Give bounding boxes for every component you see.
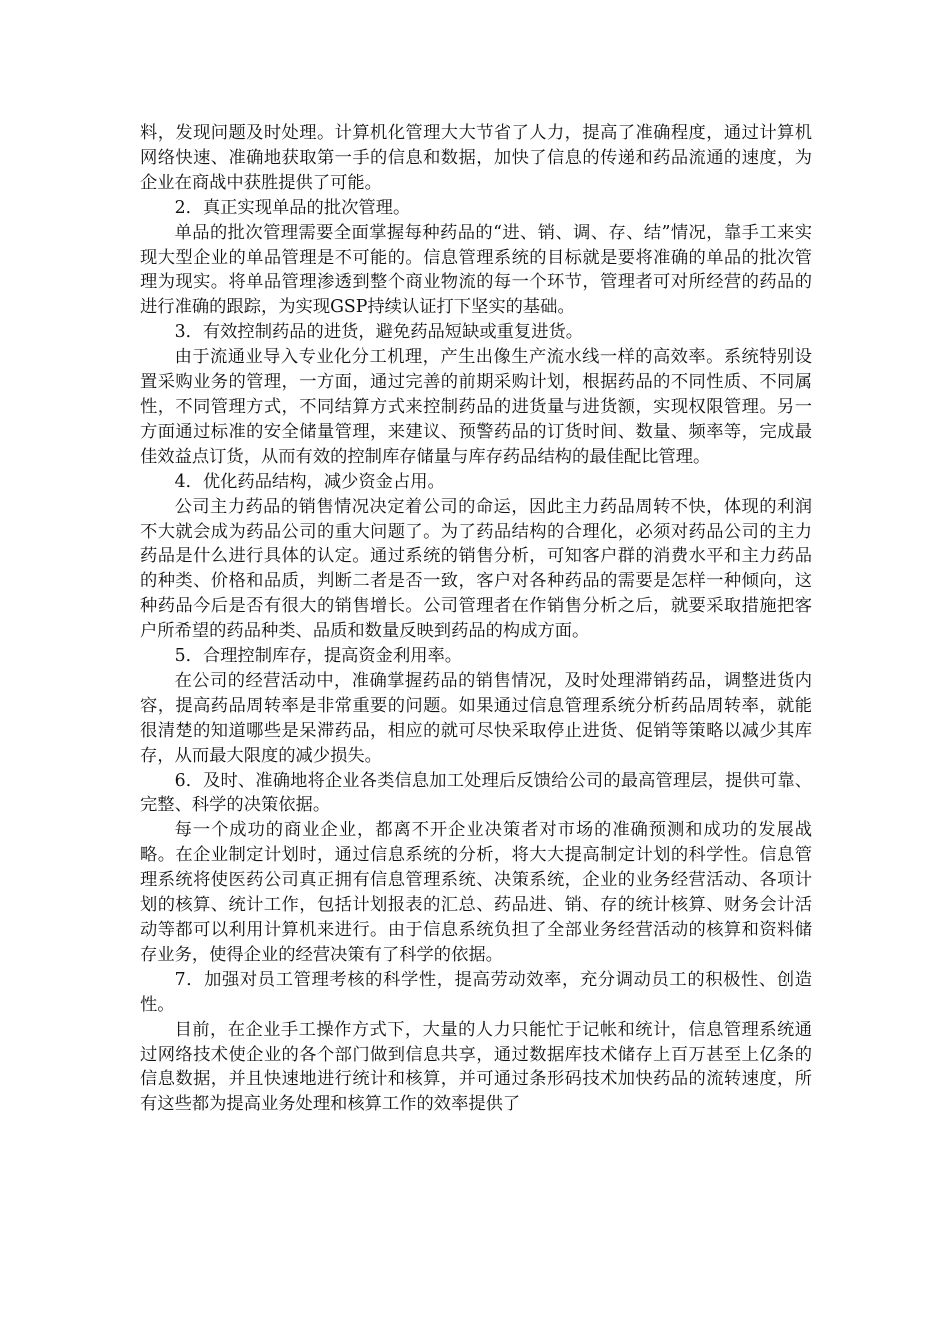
heading-4-structure-optimization: 4．优化药品结构，减少资金占用。 — [174, 471, 445, 492]
heading-3-purchase-control: 3．有效控制药品的进货，避免药品短缺或重复进货。 — [174, 322, 584, 343]
paragraph-staff-management: 目前，在企业手工操作方式下，大量的人力只能忙于记帐和统计，信息管理系统通过网络技术使企业的各个部门做到信息共享，通过数据库技术储存上百万甚至上亿条的信息数据，并且快速地进行统计和核算，并可通过条形码技术加快药品的流转速度，所有这些都为提高业务处理和核算工作的效率提供了 — [140, 1019, 812, 1115]
heading-5-inventory-control: 5．合理控制库存，提高资金利用率。 — [174, 646, 463, 667]
paragraph-purchase-control: 由于流通业导入专业化分工机理，产生出像生产流水线一样的高效率。系统特别设置采购业务的管理，一方面，通过完善的前期采购计划，根据药品的不同性质、不同属性，不同管理方式，不同结算方式来控制药品的进货量与进货额，实现权限管理。另一方面通过标准的安全储量管理，来建议、预警药品的订货时间、数量、频率等，完成最佳效益点订货，从而有效的控制库存储量与库存药品结构的最佳配比管理。 — [140, 347, 812, 467]
paragraph-batch-management: 单品的批次管理需要全面掌握每种药品的“进、销、调、存、结”情况，靠手工来实现大型企业的单品管理是不可能的。信息管理系统的目标就是要将准确的单品的批次管理为现实。将单品管理渗透到整个商业物流的每一个环节，管理者可对所经营的药品的进行准确的跟踪，为实现GSP持续认证打下坚实的基础。 — [140, 222, 812, 318]
paragraph-decision-support: 每一个成功的商业企业，都离不开企业决策者对市场的准确预测和成功的发展战略。在企业制定计划时，通过信息系统的分析，将大大提高制定计划的科学性。信息管理系统将使医药公司真正拥有信息管理系统、决策系统，企业的业务经营活动、各项计划的核算、统计工作，包括计划报表的汇总、药品进、销、存的统计核算、财务会计活动等都可以利用计算机来进行。由于信息系统负担了全部业务经营活动的核算和资料储存业务，使得企业的经营决策有了科学的依据。 — [140, 820, 812, 965]
heading-6-decision-support: 6．及时、准确地将企业各类信息加工处理后反馈给公司的最高管理层，提供可靠、完整、科学的决策依据。 — [140, 770, 812, 816]
heading-2-batch-management: 2．真正实现单品的批次管理。 — [174, 197, 411, 218]
paragraph-continuation: 料，发现问题及时处理。计算机化管理大大节省了人力，提高了准确程度，通过计算机网络快速、准确地获取第一手的信息和数据，加快了信息的传递和药品流通的速度，为企业在商战中获胜提供了可能。 — [140, 123, 812, 193]
heading-7-staff-management: 7．加强对员工管理考核的科学性，提高劳动效率，充分调动员工的积极性、创造性。 — [140, 969, 812, 1015]
paragraph-inventory-control: 在公司的经营活动中，准确掌握药品的销售情况，及时处理滞销药品，调整进货内容，提高药品周转率是非常重要的问题。如果通过信息管理系统分析药品周转率，就能很清楚的知道哪些是呆滞药品，相应的就可尽快采取停止进货、促销等策略以减少其库存，从而最大限度的减少损失。 — [140, 670, 812, 766]
document-page — [140, 121, 812, 1117]
paragraph-structure-optimization: 公司主力药品的销售情况决定着公司的命运，因此主力药品周转不快，体现的利润不大就会成为药品公司的重大问题了。为了药品结构的合理化，必须对药品公司的主力药品是什么进行具体的认定。通过系统的销售分析，可知客户群的消费水平和主力药品的种类、价格和品质，判断二者是否一致，客户对各种药品的需要是怎样一种倾向，这种药品今后是否有很大的销售增长。公司管理者在作销售分析之后，就要采取措施把客户所希望的药品种类、品质和数量反映到药品的构成方面。 — [140, 496, 812, 642]
